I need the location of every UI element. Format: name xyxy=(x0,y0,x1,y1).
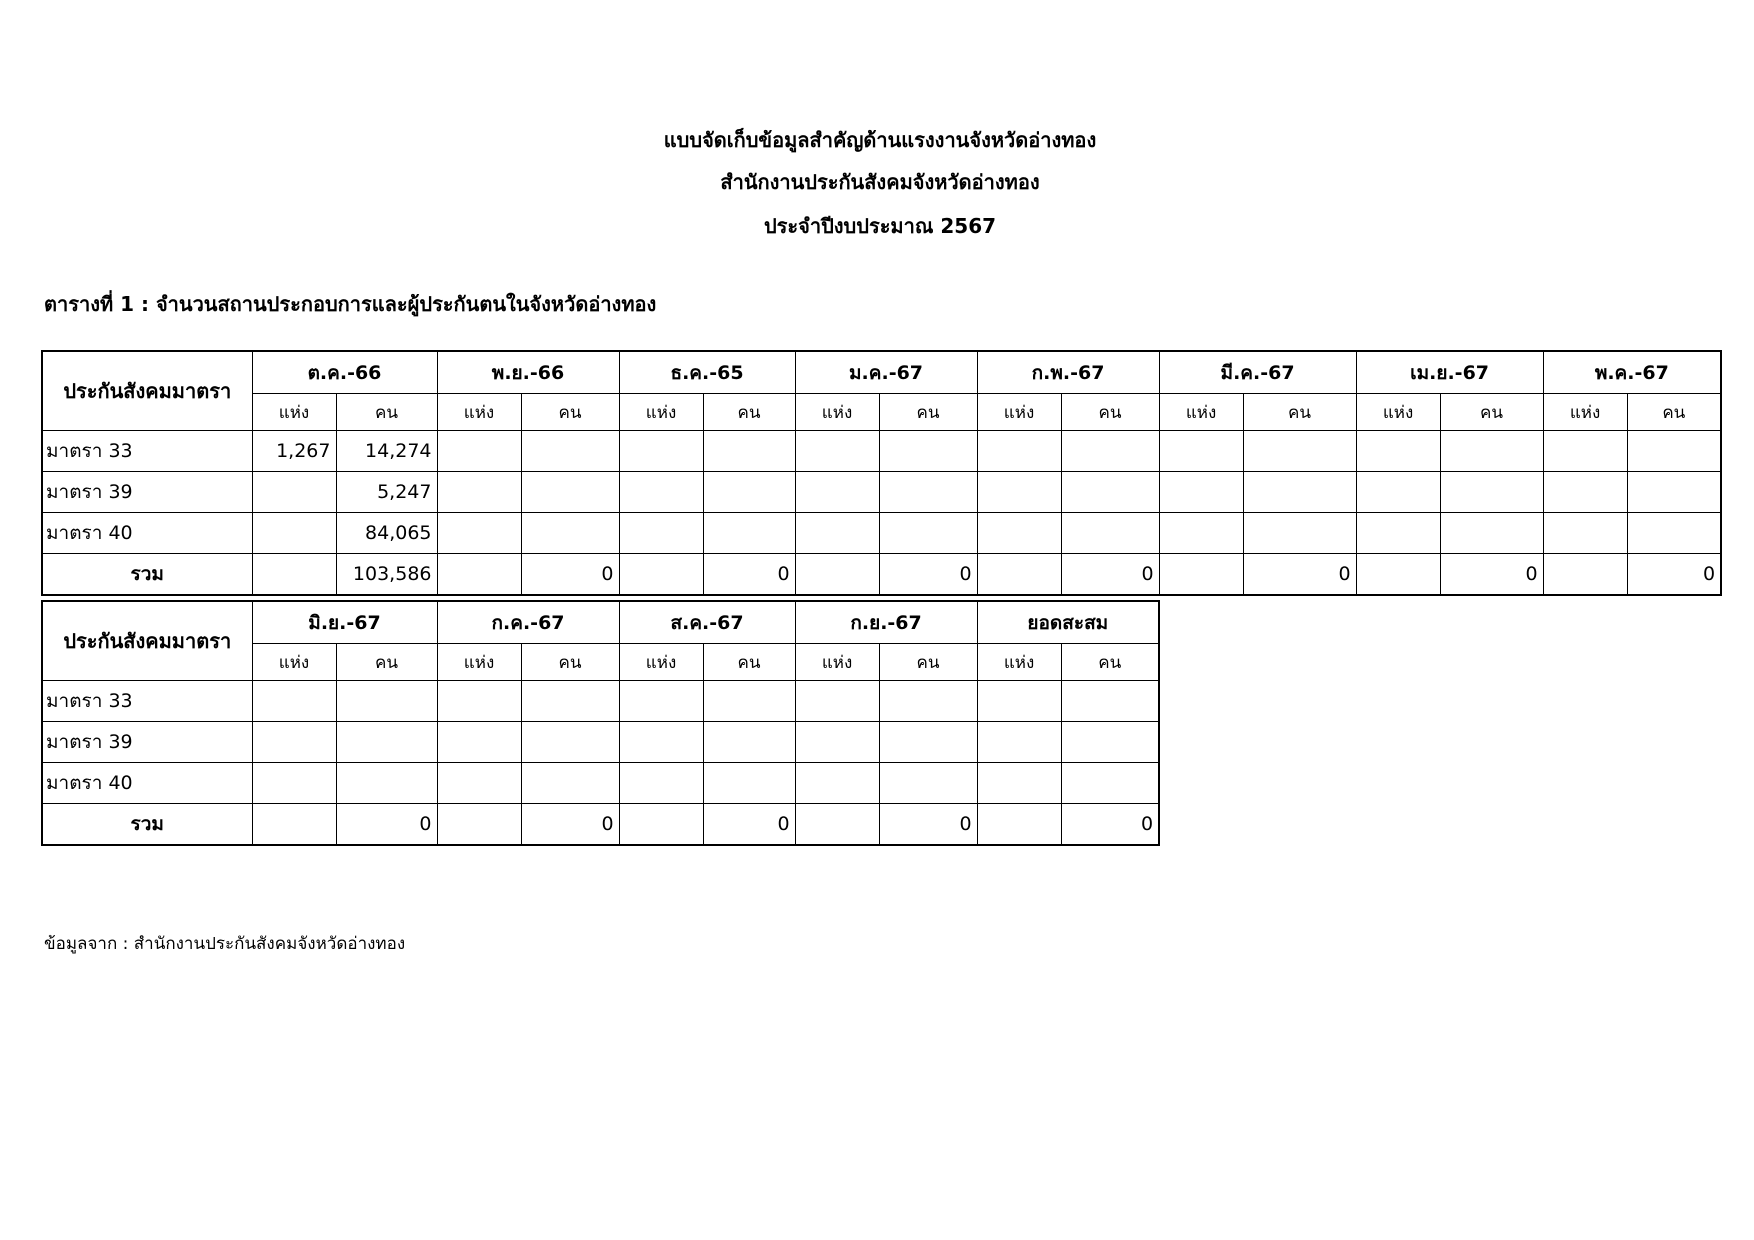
data-cell xyxy=(1440,431,1543,472)
data-cell xyxy=(437,681,521,722)
data-cell xyxy=(879,722,977,763)
data-cell xyxy=(437,804,521,846)
data-cell xyxy=(795,804,879,846)
data-cell xyxy=(795,554,879,596)
data-cell xyxy=(795,513,879,554)
establishments-insured-table-part-1 xyxy=(41,350,1722,596)
data-cell: 0 xyxy=(1061,554,1159,596)
data-cell xyxy=(1627,472,1721,513)
data-cell xyxy=(977,681,1061,722)
table-row-section-40 xyxy=(42,513,1721,554)
data-cell xyxy=(1061,513,1159,554)
data-cell: 0 xyxy=(1061,804,1159,846)
row-label-section-33: มาตรา 33 xyxy=(42,681,252,722)
data-cell xyxy=(619,513,703,554)
data-cell xyxy=(879,472,977,513)
data-cell xyxy=(1440,513,1543,554)
data-cell xyxy=(1061,681,1159,722)
data-cell xyxy=(795,472,879,513)
table-row-total xyxy=(42,804,1159,846)
data-cell xyxy=(1627,513,1721,554)
data-cell xyxy=(703,722,795,763)
data-cell xyxy=(1356,513,1440,554)
table-row-total xyxy=(42,554,1721,596)
data-cell: 5,247 xyxy=(336,472,437,513)
data-cell xyxy=(1543,472,1627,513)
month-header-row xyxy=(42,601,1159,644)
data-cell xyxy=(336,763,437,804)
cumulative-header: ยอดสะสม xyxy=(977,601,1159,644)
month-header: มิ.ย.-67 xyxy=(252,601,437,644)
month-header: ส.ค.-67 xyxy=(619,601,795,644)
data-cell xyxy=(1543,431,1627,472)
unit-people-header: คน xyxy=(1440,394,1543,431)
data-cell xyxy=(977,554,1061,596)
unit-people-header: คน xyxy=(879,644,977,681)
month-header: เม.ย.-67 xyxy=(1356,351,1543,394)
unit-people-header: คน xyxy=(879,394,977,431)
data-cell xyxy=(619,681,703,722)
table-row-section-33 xyxy=(42,431,1721,472)
data-cell xyxy=(619,554,703,596)
unit-people-header: คน xyxy=(1061,394,1159,431)
unit-people-header: คน xyxy=(336,644,437,681)
data-cell xyxy=(1159,431,1243,472)
table-row-section-40 xyxy=(42,763,1159,804)
unit-people-header: คน xyxy=(1627,394,1721,431)
data-cell: 0 xyxy=(336,804,437,846)
data-cell xyxy=(977,513,1061,554)
data-cell: 0 xyxy=(879,804,977,846)
row-label-section-33: มาตรา 33 xyxy=(42,431,252,472)
document-subtitle-fiscal-year: ประจำปีงบประมาณ 2567 xyxy=(763,214,997,238)
month-header: ก.ค.-67 xyxy=(437,601,619,644)
unit-people-header: คน xyxy=(521,644,619,681)
data-cell: 84,065 xyxy=(336,513,437,554)
row-label-section-40: มาตรา 40 xyxy=(42,763,252,804)
data-cell xyxy=(1440,472,1543,513)
month-header: พ.ค.-67 xyxy=(1543,351,1721,394)
unit-places-header: แห่ง xyxy=(437,394,521,431)
data-cell xyxy=(521,472,619,513)
data-cell xyxy=(1356,554,1440,596)
table-row-section-33 xyxy=(42,681,1159,722)
unit-people-header: คน xyxy=(336,394,437,431)
row-label-section-39: มาตรา 39 xyxy=(42,472,252,513)
data-cell xyxy=(336,722,437,763)
data-cell xyxy=(521,431,619,472)
unit-places-header: แห่ง xyxy=(252,394,336,431)
month-header: ธ.ค.-65 xyxy=(619,351,795,394)
unit-places-header: แห่ง xyxy=(619,644,703,681)
data-cell xyxy=(252,804,336,846)
unit-places-header: แห่ง xyxy=(795,394,879,431)
data-cell xyxy=(437,431,521,472)
data-source-note: ข้อมูลจาก : สำนักงานประกันสังคมจังหวัดอ่างทอง xyxy=(44,934,406,954)
data-cell xyxy=(977,722,1061,763)
unit-people-header: คน xyxy=(521,394,619,431)
row-label-section-40: มาตรา 40 xyxy=(42,513,252,554)
data-cell: 0 xyxy=(1440,554,1543,596)
data-cell xyxy=(1159,554,1243,596)
data-cell: 103,586 xyxy=(336,554,437,596)
data-cell xyxy=(703,431,795,472)
unit-people-header: คน xyxy=(703,644,795,681)
document-title: แบบจัดเก็บข้อมูลสำคัญด้านแรงงานจังหวัดอ่างทอง xyxy=(663,128,1097,152)
data-cell xyxy=(1356,431,1440,472)
data-cell xyxy=(703,763,795,804)
data-cell xyxy=(1243,431,1356,472)
data-cell xyxy=(1061,431,1159,472)
data-cell xyxy=(977,763,1061,804)
unit-places-header: แห่ง xyxy=(437,644,521,681)
unit-people-header: คน xyxy=(1061,644,1159,681)
data-cell: 0 xyxy=(1243,554,1356,596)
data-cell xyxy=(336,681,437,722)
data-cell xyxy=(252,681,336,722)
unit-people-header: คน xyxy=(1243,394,1356,431)
unit-places-header: แห่ง xyxy=(795,644,879,681)
data-cell xyxy=(437,763,521,804)
data-cell xyxy=(619,431,703,472)
unit-places-header: แห่ง xyxy=(977,644,1061,681)
data-cell xyxy=(879,763,977,804)
month-header: ก.พ.-67 xyxy=(977,351,1159,394)
table-row-section-39 xyxy=(42,722,1159,763)
data-cell xyxy=(252,763,336,804)
data-cell: 0 xyxy=(521,554,619,596)
month-header: พ.ย.-66 xyxy=(437,351,619,394)
unit-places-header: แห่ง xyxy=(619,394,703,431)
data-cell xyxy=(795,681,879,722)
data-cell xyxy=(703,513,795,554)
unit-places-header: แห่ง xyxy=(252,644,336,681)
unit-places-header: แห่ง xyxy=(1356,394,1440,431)
data-cell: 0 xyxy=(703,804,795,846)
data-cell xyxy=(619,804,703,846)
row-header-cell: ประกันสังคมมาตรา xyxy=(42,601,252,681)
data-cell xyxy=(879,513,977,554)
data-cell xyxy=(521,763,619,804)
document-subtitle-office: สำนักงานประกันสังคมจังหวัดอ่างทอง xyxy=(720,170,1040,194)
data-cell xyxy=(521,722,619,763)
data-cell xyxy=(252,472,336,513)
data-cell xyxy=(1061,722,1159,763)
data-cell xyxy=(1543,554,1627,596)
data-cell xyxy=(252,554,336,596)
data-cell xyxy=(1159,472,1243,513)
data-cell xyxy=(879,681,977,722)
row-label-section-39: มาตรา 39 xyxy=(42,722,252,763)
data-cell: 14,274 xyxy=(336,431,437,472)
data-cell xyxy=(521,513,619,554)
data-cell xyxy=(1061,472,1159,513)
month-header-row xyxy=(42,351,1721,394)
data-cell xyxy=(795,722,879,763)
month-header: ก.ย.-67 xyxy=(795,601,977,644)
unit-header-row xyxy=(42,394,1721,431)
data-cell xyxy=(252,513,336,554)
data-cell xyxy=(977,472,1061,513)
data-cell xyxy=(977,804,1061,846)
data-cell xyxy=(1543,513,1627,554)
row-header-cell: ประกันสังคมมาตรา xyxy=(42,351,252,431)
data-cell xyxy=(703,472,795,513)
data-cell: 0 xyxy=(703,554,795,596)
month-header: ต.ค.-66 xyxy=(252,351,437,394)
data-cell xyxy=(437,513,521,554)
data-cell: 0 xyxy=(521,804,619,846)
data-cell xyxy=(977,431,1061,472)
data-cell xyxy=(1243,513,1356,554)
data-cell xyxy=(1356,472,1440,513)
unit-places-header: แห่ง xyxy=(1543,394,1627,431)
unit-people-header: คน xyxy=(703,394,795,431)
data-cell xyxy=(795,431,879,472)
month-header: มี.ค.-67 xyxy=(1159,351,1356,394)
data-cell xyxy=(619,472,703,513)
table-row-section-39 xyxy=(42,472,1721,513)
data-cell xyxy=(619,763,703,804)
data-cell xyxy=(1627,431,1721,472)
data-cell xyxy=(437,554,521,596)
data-cell xyxy=(619,722,703,763)
data-cell xyxy=(437,472,521,513)
row-label-total: รวม xyxy=(42,804,252,846)
establishments-insured-table-part-2 xyxy=(41,600,1160,846)
data-cell xyxy=(703,681,795,722)
data-cell xyxy=(1159,513,1243,554)
data-cell: 0 xyxy=(1627,554,1721,596)
data-cell xyxy=(879,431,977,472)
data-cell xyxy=(795,763,879,804)
unit-places-header: แห่ง xyxy=(977,394,1061,431)
row-label-total: รวม xyxy=(42,554,252,596)
month-header: ม.ค.-67 xyxy=(795,351,977,394)
data-cell xyxy=(1243,472,1356,513)
data-cell xyxy=(252,722,336,763)
data-cell: 1,267 xyxy=(252,431,336,472)
data-cell xyxy=(1061,763,1159,804)
data-cell: 0 xyxy=(879,554,977,596)
data-cell xyxy=(521,681,619,722)
unit-places-header: แห่ง xyxy=(1159,394,1243,431)
table-caption: ตารางที่ 1 : จำนวนสถานประกอบการและผู้ประกันตนในจังหวัดอ่างทอง xyxy=(44,292,657,316)
data-cell xyxy=(437,722,521,763)
